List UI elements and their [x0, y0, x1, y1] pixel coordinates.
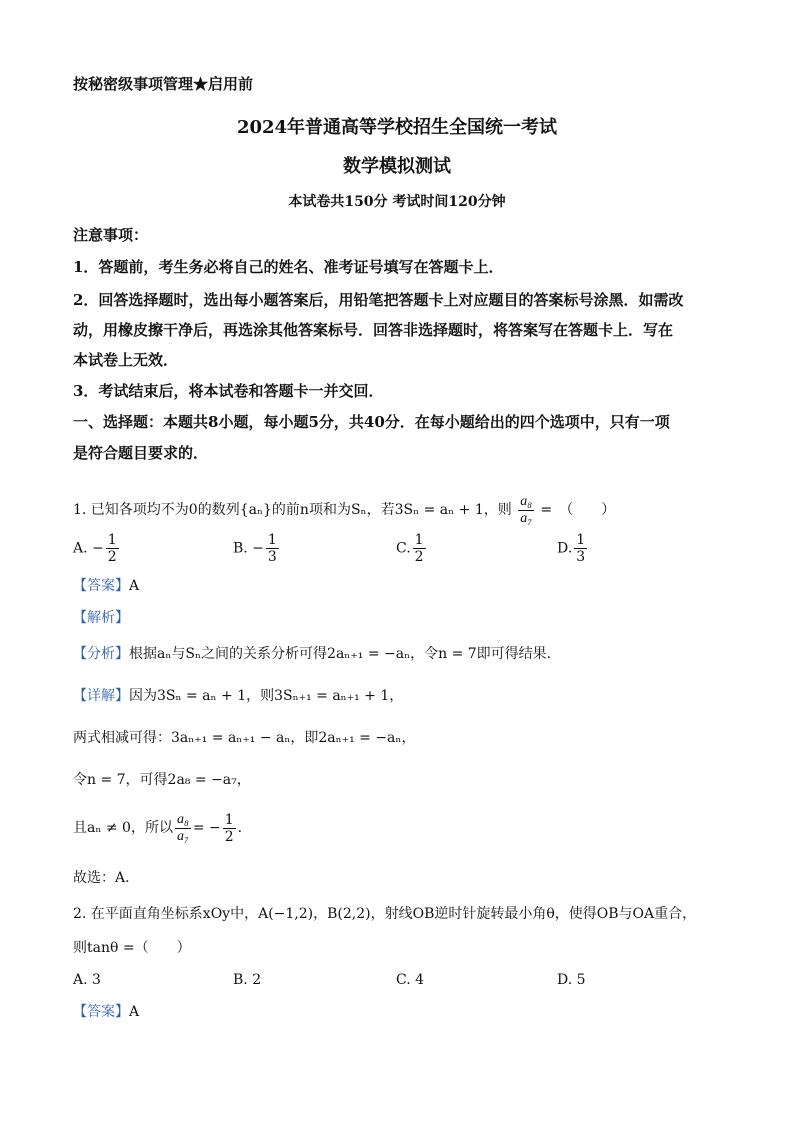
q1-option-a: A. − $\frac{1}{2}$: [73, 532, 117, 565]
exam-subtitle: 数学模拟测试: [343, 156, 451, 177]
q1-answer-tag: 【答案】: [73, 578, 129, 594]
q2-answer-tag: 【答案】: [73, 1004, 129, 1020]
q1-option-d-fraction: $\frac{1}{3}$: [576, 532, 586, 565]
q2-stem-2: 则tanθ =（ ）: [73, 940, 191, 956]
note-3: 3．考试结束后，将本试卷和答题卡一并交回．: [73, 382, 384, 400]
q1-detail-4-fraction: $\frac{\text{a₈}}{\text{a₇}}$: [176, 811, 189, 844]
q1-fenxi-text: 根据aₙ与Sₙ之间的关系分析可得2aₙ₊₁ = −aₙ，令n = 7即可得结果.: [129, 646, 552, 662]
q1-stem-text: 1. 已知各项均不为0的数列{aₙ}的前n项和为Sₙ，若3Sₙ = aₙ + 1，则: [73, 502, 512, 518]
q2-stem-1: 2. 在平面直角坐标系xOy中，A(−1,2)，B(2,2)，射线OB逆时针旋转最小角θ，使得OB与OA重合，: [73, 906, 697, 922]
q1-fenxi: 【分析】根据aₙ与Sₙ之间的关系分析可得2aₙ₊₁ = −aₙ，令n = 7即可得结果.: [73, 646, 552, 662]
note-2b: 动，用橡皮擦干净后，再选涂其他答案标号．回答非选择题时，将答案写在答题卡上．写在: [73, 321, 674, 339]
q1-answer-value: A: [129, 578, 140, 594]
note-2c: 本试卷上无效．: [73, 351, 179, 369]
q1-option-b-fraction: $\frac{1}{3}$: [267, 532, 277, 565]
section-title-2: 是符合题目要求的．: [73, 444, 209, 462]
q1-answer: [73, 576, 139, 596]
q1-detail-1: 【详解】因为3Sₙ = aₙ + 1，则3Sₙ₊₁ = aₙ₊₁ + 1，: [73, 688, 404, 704]
q2-option-a: A. 3: [73, 972, 101, 988]
q1-detail-3: 令n = 7，可得2a₈ = −a₇，: [73, 772, 251, 788]
q2-answer-value: A: [129, 1004, 140, 1020]
q1-detail-1-text: 因为3Sₙ = aₙ + 1，则3Sₙ₊₁ = aₙ₊₁ + 1，: [129, 688, 404, 704]
q1-analysis-tag: 【解析】: [73, 610, 129, 626]
q1-option-b: B. − $\frac{1}{3}$: [233, 532, 277, 565]
q1-option-c: C. $\frac{1}{2}$: [396, 532, 424, 565]
secret-label: 按秘密级事项管理★启用前: [73, 75, 254, 93]
note-1: 1．答题前，考生务必将自己的姓名、准考证号填写在答题卡上．: [73, 258, 504, 276]
exam-title: 2024年普通高等学校招生全国统一考试: [236, 117, 558, 138]
q1-stem-fraction: $\frac{\text{a₈}}{\text{a₇}}$: [520, 493, 533, 526]
q2-answer: [73, 1002, 139, 1022]
q1-stem: [73, 492, 615, 528]
q1-detail-4: 且aₙ ≠ 0，所以 $\frac{\text{a₈}}{\text{a₇}}$ = − $\frac{1}{2}$ .: [73, 811, 243, 845]
q2-option-d: D. 5: [557, 972, 586, 988]
q2-option-b: B. 2: [233, 972, 262, 988]
exam-info: 本试卷共150分 考试时间120分钟: [288, 194, 506, 210]
q1-stem-tail: = （ ）: [540, 502, 616, 518]
note-2a: 2．回答选择题时，选出每小题答案后，用铅笔把答题卡上对应题目的答案标号涂黑．如需改: [73, 291, 684, 309]
q1-conclusion: 故选：A.: [73, 870, 130, 886]
q1-option-a-fraction: $\frac{1}{2}$: [107, 532, 117, 565]
q2-option-c: C. 4: [396, 972, 425, 988]
q1-option-c-fraction: $\frac{1}{2}$: [414, 532, 424, 565]
q1-option-d: D. $\frac{1}{3}$: [557, 532, 586, 565]
section-title-1: 一、选择题：本题共8小题，每小题5分，共40分．在每小题给出的四个选项中，只有一项: [73, 413, 670, 431]
q1-detail-2: 两式相减可得：3aₙ₊₁ = aₙ₊₁ − aₙ，即2aₙ₊₁ = −aₙ，: [73, 730, 416, 746]
q1-detail-4-result: $\frac{1}{2}$: [224, 811, 234, 845]
notes-heading: 注意事项：: [73, 226, 149, 244]
